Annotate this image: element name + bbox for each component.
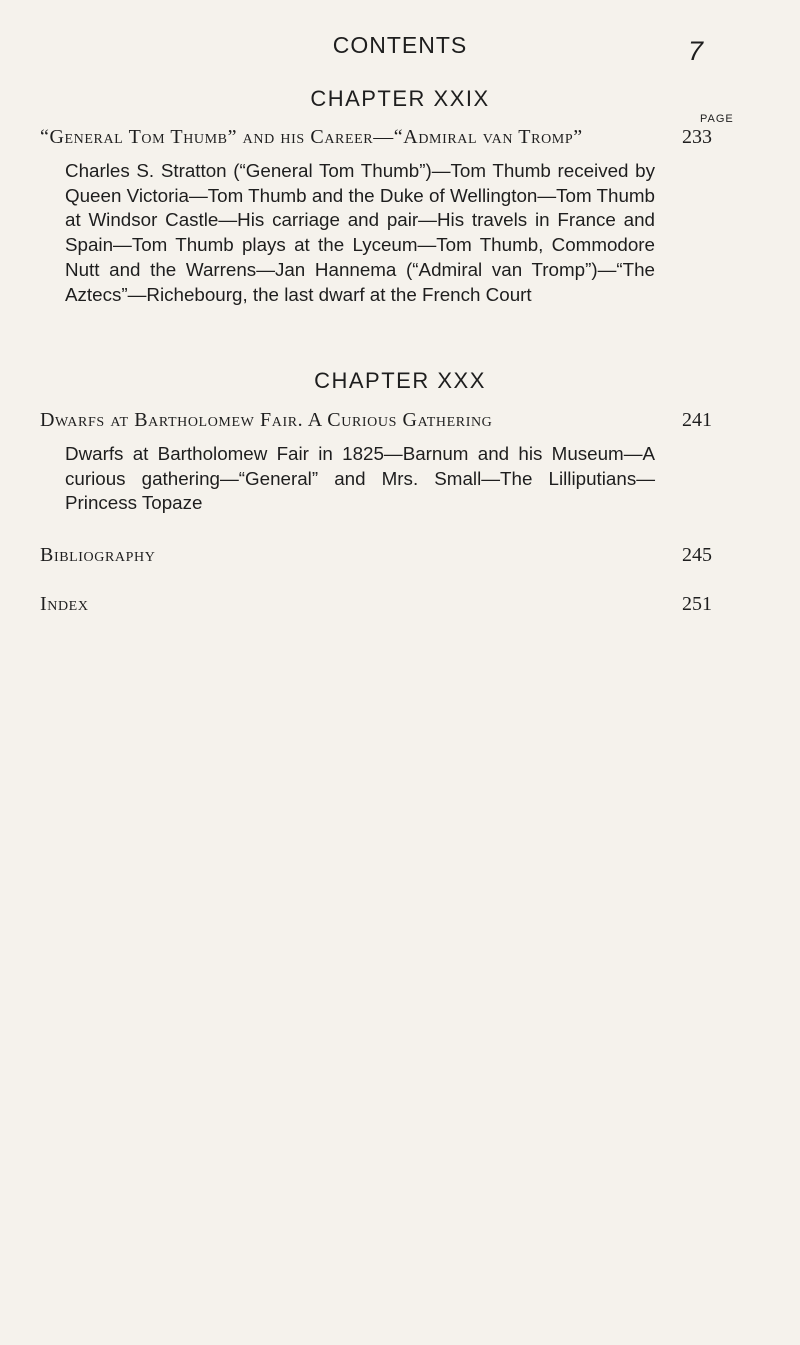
chapter-xxix-page: 233	[682, 126, 712, 148]
page-column-label: PAGE	[700, 113, 734, 125]
bibliography-page: 245	[682, 544, 712, 566]
chapter-xxx-heading-row	[40, 409, 712, 432]
index-label: Index	[40, 593, 89, 615]
chapter-xxix-summary: Charles S. Stratton (“General Tom Thumb”)—Tom Thumb received by Queen Victoria—Tom Thumb and the Duke of Wellington—Tom Thumb at Windsor Castle—His carriage and pair—His travels in France and Spain—Tom Thumb plays at the Lyceum—Tom Thumb, Commodore Nutt and the Warrens—Jan Hannema (“Admiral van Tromp”)—“The Aztecs”—Richebourg, the last dwarf at the French Court	[65, 160, 655, 305]
bibliography-label: Bibliography	[40, 544, 156, 566]
chapter-xxx-title: CHAPTER XXX	[314, 368, 486, 393]
chapter-xxix-title: CHAPTER XXIX	[310, 86, 490, 111]
chapter-xxix-heading: “General Tom Thumb” and his Career—“Admiral van Tromp”	[40, 126, 583, 148]
chapter-xxix-heading-row	[40, 126, 712, 149]
chapter-xxx-page: 241	[682, 409, 712, 431]
running-head: CONTENTS	[332, 32, 468, 58]
index-row	[40, 593, 712, 616]
chapter-xxx-heading: Dwarfs at Bartholomew Fair. A Curious Gathering	[40, 409, 493, 431]
bibliography-row	[40, 544, 712, 567]
chapter-xxx-summary: Dwarfs at Bartholomew Fair in 1825—Barnum and his Museum—A curious gathering—“General” and Mrs. Small—The Lilliputians—Princess Topaze	[65, 443, 655, 514]
page-number: 7	[688, 36, 704, 66]
index-page: 251	[682, 593, 712, 615]
